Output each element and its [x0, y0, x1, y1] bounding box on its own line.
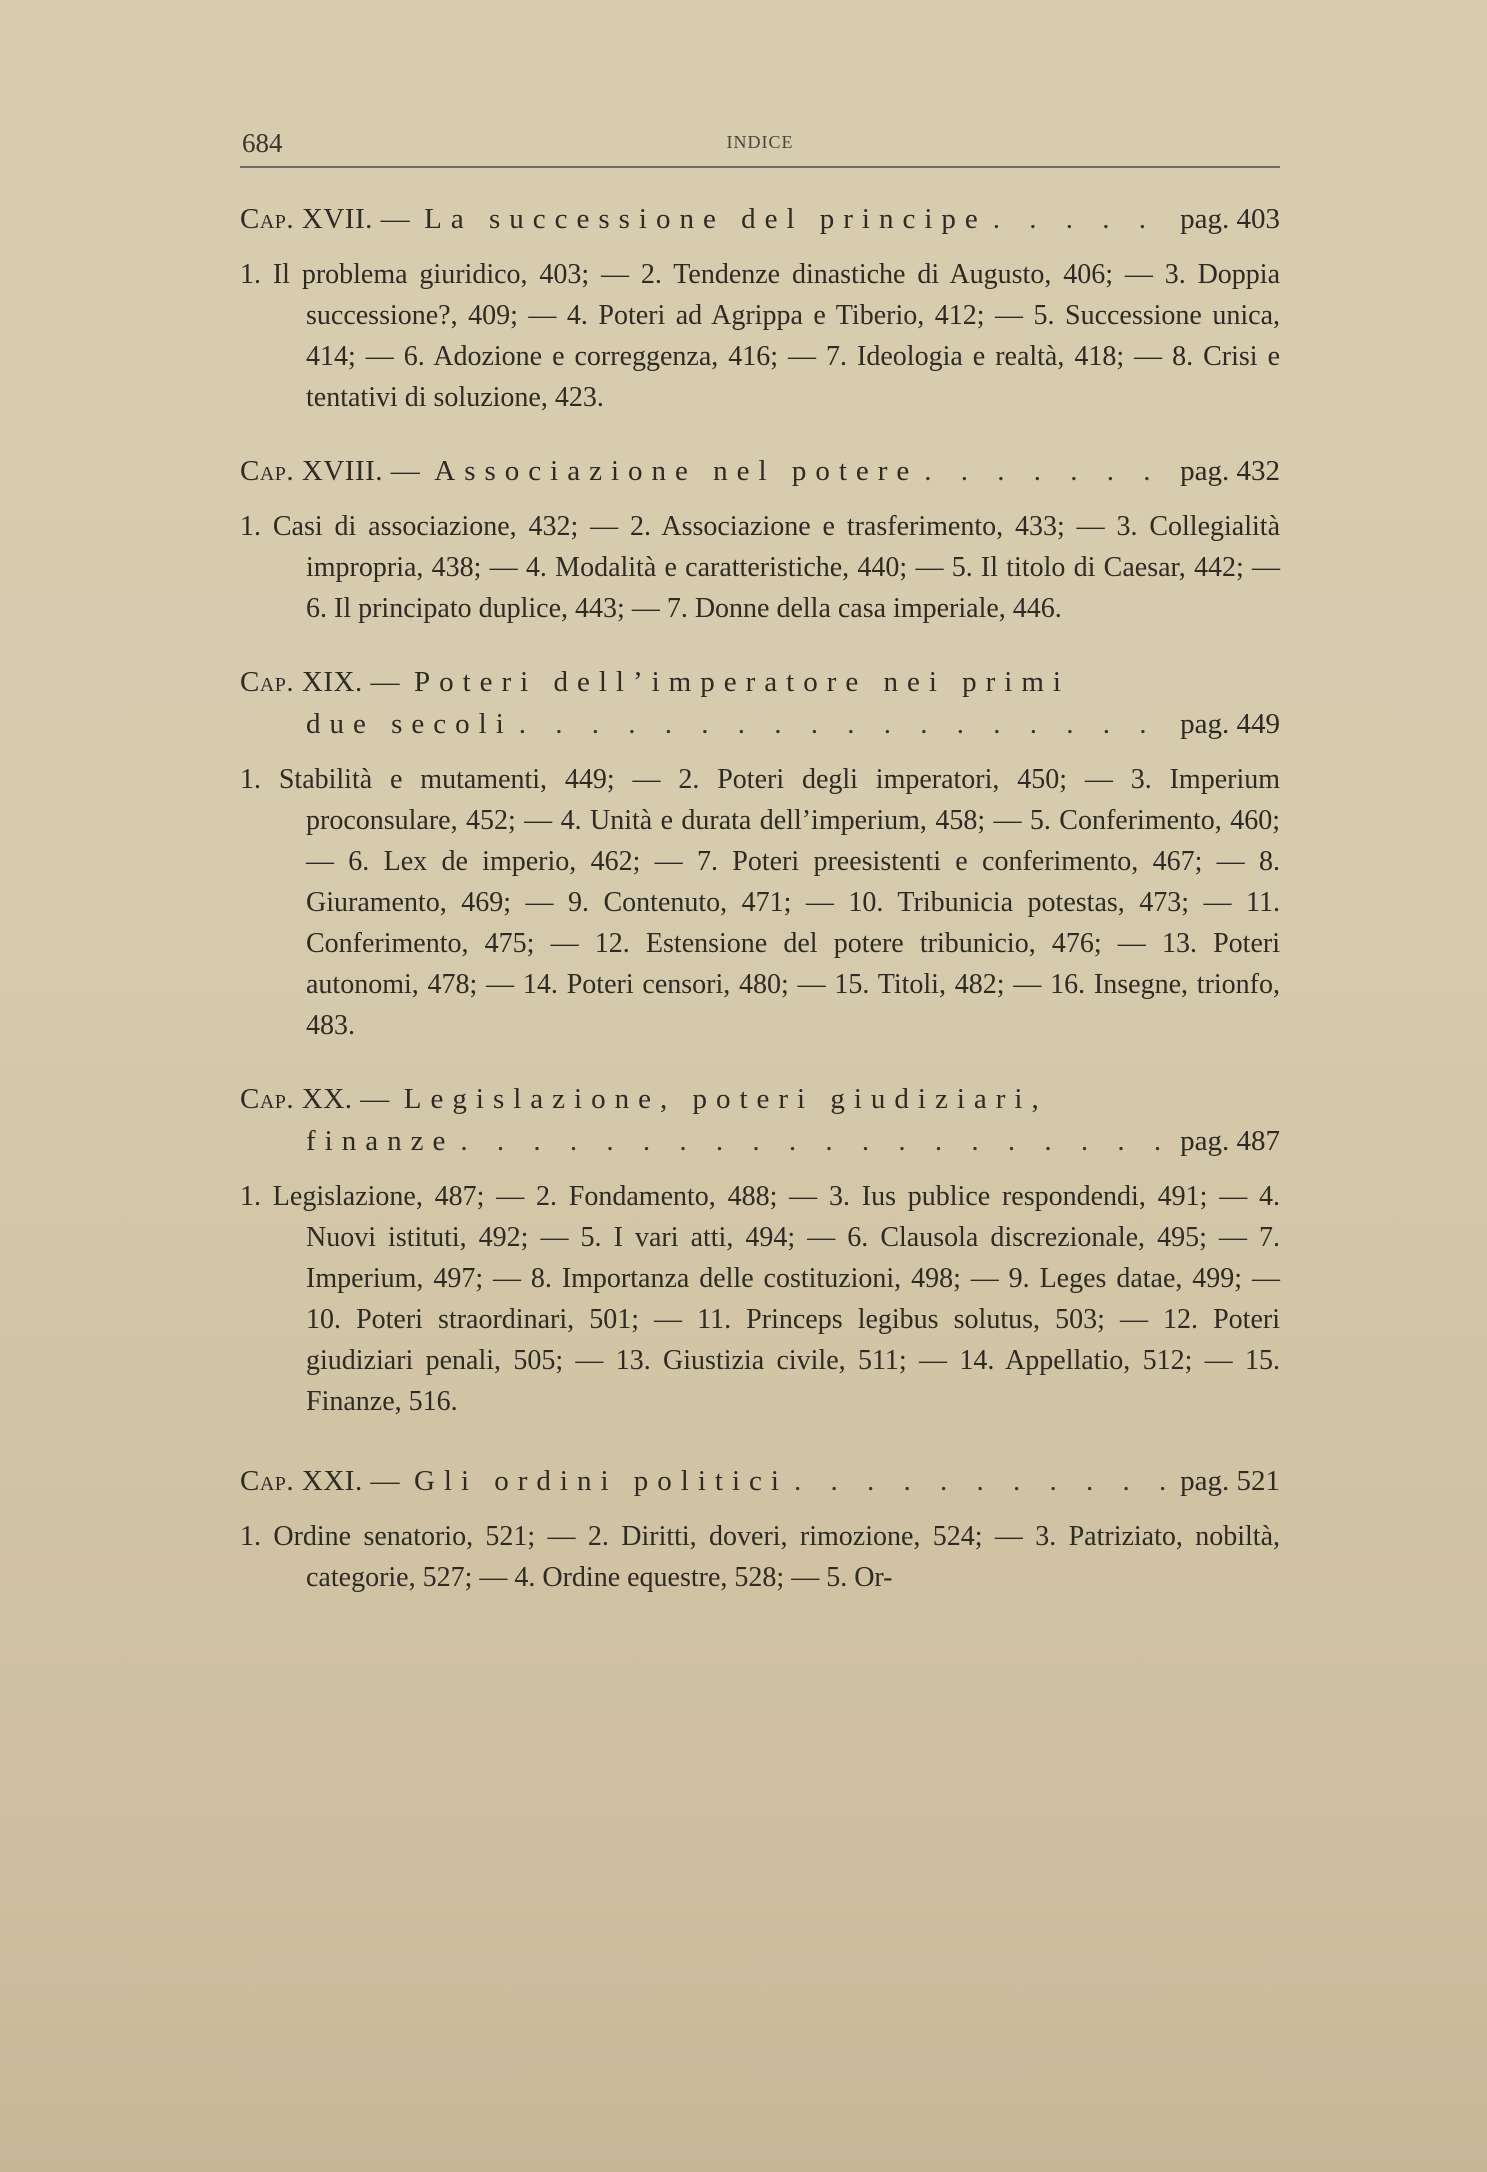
header-rule	[240, 166, 1280, 168]
dot-leader	[788, 1460, 1172, 1502]
chapter-page-ref: pag. 432	[1180, 455, 1280, 487]
dot-leader	[454, 1120, 1172, 1162]
chapter-page-ref: pag. 487	[1180, 1125, 1280, 1157]
running-title: INDICE	[726, 132, 794, 152]
chapter-page-ref: pag. 521	[1180, 1465, 1280, 1497]
chapter-sections: 1. Casi di associazione, 432; — 2. Associazione e trasferimento, 433; — 3. Collegialità impropria, 438; — 4. Modalità e caratteristiche, 440; — 5. Il titolo di Caesar, 442; — 6. Il principato duplice, 443; — 7. Donne della casa imperiale, 446.	[240, 511, 1280, 624]
chapter-entry	[240, 198, 1280, 418]
chapter-sections: 1. Ordine senatorio, 521; — 2. Diritti, doveri, rimozione, 524; — 3. Patriziato, nobiltà, categorie, 527; — 4. Ordine equestre, 528; — 5. Or-	[240, 1521, 1280, 1593]
chapter-heading	[240, 1460, 1280, 1502]
chapter-title: Poteri dell’imperatore nei primi	[413, 666, 1070, 698]
chapter-page-ref: pag. 403	[1180, 203, 1280, 235]
chapter-heading	[240, 450, 1280, 492]
chapter-entry	[240, 661, 1280, 1046]
chapter-sections: 1. Legislazione, 487; — 2. Fondamento, 488; — 3. Ius publice respondendi, 491; — 4. Nuovi istituti, 492; — 5. I vari atti, 494; — 6. Clausola discrezionale, 495; — 7. Imperium, 497; — 8. Importanza delle costituzioni, 498; — 9. Leges datae, 499; — 10. Poteri straordinari, 501; — 11. Princeps legibus solutus, 503; — 12. Poteri giudiziari penali, 505; — 13. Giustizia civile, 511; — 14. Appellatio, 512; — 15. Finanze, 516.	[240, 1181, 1280, 1417]
chapter-sections: 1. Stabilità e mutamenti, 449; — 2. Poteri degli imperatori, 450; — 3. Imperium proconsulare, 452; — 4. Unità e durata dell’imperium, 458; — 5. Conferimento, 460; — 6. Lex de imperio, 462; — 7. Poteri preesistenti e conferimento, 467; — 8. Giuramento, 469; — 9. Contenuto, 471; — 10. Tribunicia potestas, 473; — 11. Conferimento, 475; — 12. Estensione del potere tribunicio, 476; — 13. Poteri autonomi, 478; — 14. Poteri censori, 480; — 15. Titoli, 482; — 16. Insegne, trionfo, 483.	[240, 764, 1280, 1041]
chapter-title-continued: finanze	[306, 1125, 455, 1157]
chapter-entry	[240, 450, 1280, 629]
dot-leader	[513, 703, 1172, 745]
chapter-entry	[240, 1078, 1280, 1422]
chapter-label: Cap. XX. —	[240, 1083, 390, 1115]
chapter-sections: 1. Il problema giuridico, 403; — 2. Tendenze dinastiche di Augusto, 406; — 3. Doppia successione?, 409; — 4. Poteri ad Agrippa e Tiberio, 412; — 5. Successione unica, 414; — 6. Adozione e correggenza, 416; — 7. Ideologia e realtà, 418; — 8. Crisi e tentativi di soluzione, 423.	[240, 259, 1280, 413]
chapter-label: Cap. XXI. —	[240, 1465, 400, 1497]
chapter-title: Associazione nel potere	[434, 455, 919, 487]
chapter-title: Gli ordini politici	[413, 1465, 788, 1497]
chapter-heading-continued	[240, 703, 1280, 745]
chapter-entry	[240, 1460, 1280, 1598]
chapter-heading-continued	[240, 1120, 1280, 1162]
chapter-title: Legislazione, poteri giudiziari,	[403, 1083, 1048, 1115]
dot-leader	[987, 198, 1172, 240]
chapter-heading	[240, 1078, 1280, 1120]
chapter-label: Cap. XVII. —	[240, 203, 411, 235]
chapter-page-ref: pag. 449	[1180, 708, 1280, 740]
chapter-title-continued: due secoli	[306, 708, 513, 740]
running-head	[240, 128, 1280, 164]
chapter-heading	[240, 198, 1280, 240]
chapter-heading	[240, 661, 1280, 703]
chapter-label: Cap. XIX. —	[240, 666, 400, 698]
page-number: 684	[242, 128, 283, 158]
dot-leader	[918, 450, 1172, 492]
index-page	[240, 128, 1280, 1598]
chapter-title: La successione del principe	[424, 203, 987, 235]
chapter-label: Cap. XVIII. —	[240, 455, 421, 487]
